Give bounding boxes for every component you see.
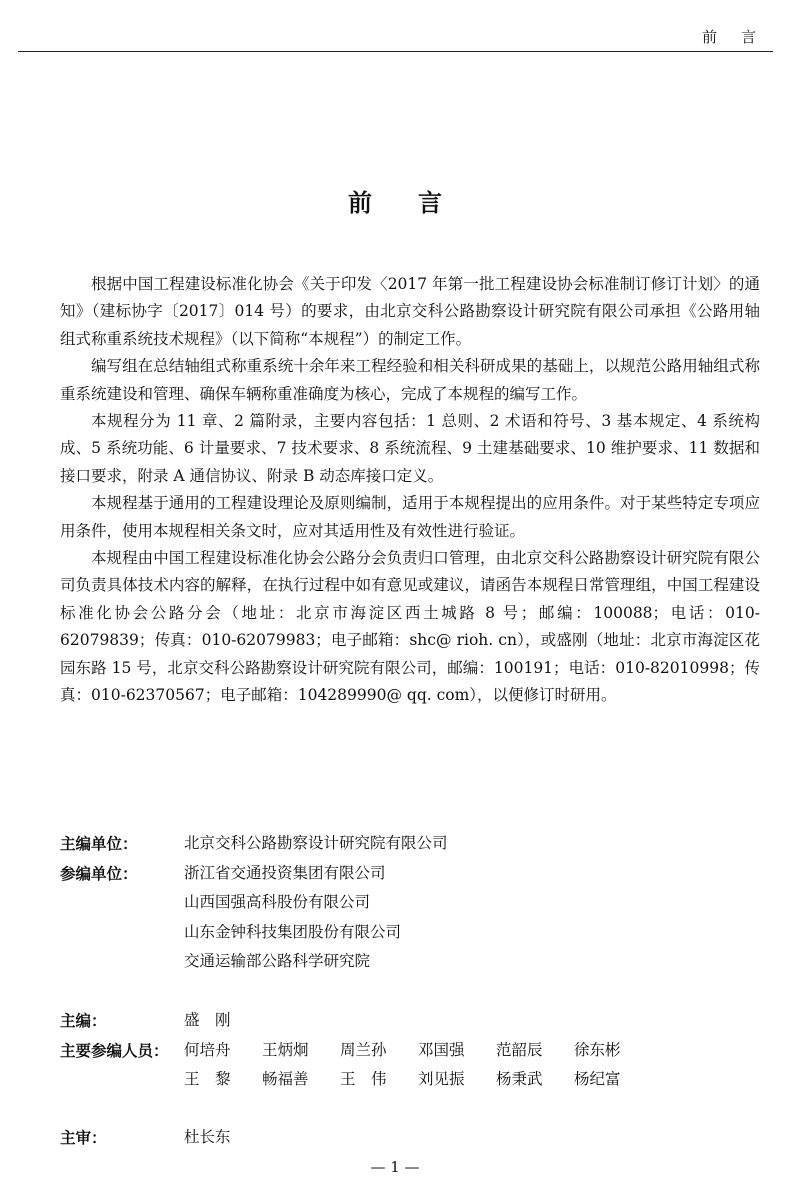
participant-name: 刘见振 bbox=[418, 1070, 465, 1088]
participant-name: 王 黎 bbox=[184, 1070, 231, 1088]
participant-name: 周兰孙 bbox=[340, 1040, 387, 1059]
reviewer-value: 杜长东 bbox=[184, 1128, 231, 1146]
participants-label: 主要参编人员： bbox=[60, 1040, 169, 1060]
chief-editor-row bbox=[60, 1006, 760, 1036]
paragraph-1: 根据中国工程建设标准化协会《关于印发〈2017 年第一批工程建设协会标准制订修订计划〉的通知》（建标协字〔2017〕014 号）的要求，由北京交科公路勘察设计研究院有限公司承担《公路用轴组式称重系统技术规程》（以下简称“本规程”）的制定工作。 bbox=[60, 275, 760, 348]
participant-name: 范韶辰 bbox=[496, 1040, 543, 1059]
running-header: 前言 bbox=[701, 28, 780, 46]
editors-block bbox=[60, 1006, 760, 1095]
participating-unit: 交通运输部公路科学研究院 bbox=[184, 952, 371, 970]
participant-name: 徐东彬 bbox=[574, 1040, 621, 1059]
participating-units-label: 参编单位： bbox=[60, 863, 138, 883]
participants-row bbox=[60, 1036, 760, 1095]
participating-units-list bbox=[184, 859, 760, 977]
header-rule bbox=[18, 51, 773, 52]
participating-unit: 山西国强高科股份有限公司 bbox=[184, 893, 371, 911]
page-title: 前言 bbox=[348, 188, 488, 217]
participant-name: 王 伟 bbox=[340, 1070, 387, 1088]
reviewer-label: 主审： bbox=[60, 1128, 107, 1147]
paragraph-4: 本规程基于通用的工程建设理论及原则编制，适用于本规程提出的应用条件。对于某些特定专项应用条件，使用本规程相关条文时，应对其适用性及有效性进行验证。 bbox=[60, 494, 760, 540]
chief-unit-label: 主编单位： bbox=[60, 834, 138, 853]
paragraph-3: 本规程分为 11 章、2 篇附录，主要内容包括：1 总则、2 术语和符号、3 基本规定、4 系统构成、5 系统功能、6 计量要求、7 技术要求、8 系统流程、9 土建基础要求、10 维护要求、11 数据和接口要求，附录 A 通信协议、附录 B 动态库接口定义。 bbox=[60, 412, 760, 485]
participating-units-row bbox=[60, 859, 760, 977]
participant-name: 杨秉武 bbox=[496, 1070, 543, 1088]
reviewer-row bbox=[60, 1123, 760, 1153]
reviewer-block bbox=[60, 1123, 760, 1153]
participant-name: 王炳炯 bbox=[262, 1040, 309, 1059]
chief-editor-value: 盛 刚 bbox=[184, 1011, 231, 1029]
participants-list bbox=[184, 1036, 654, 1095]
participant-name: 畅福善 bbox=[262, 1070, 309, 1088]
foreword-body bbox=[60, 271, 760, 710]
participant-name: 杨纪富 bbox=[574, 1070, 621, 1088]
chief-unit-row bbox=[60, 829, 760, 859]
chief-unit-value: 北京交科公路勘察设计研究院有限公司 bbox=[184, 834, 448, 852]
paragraph-2: 编写组在总结轴组式称重系统十余年来工程经验和相关科研成果的基础上，以规范公路用轴组式称重系统建设和管理、确保车辆称重准确度为核心，完成了本规程的编写工作。 bbox=[60, 357, 760, 403]
paragraph-5: 本规程由中国工程建设标准化协会公路分会负责归口管理，由北京交科公路勘察设计研究院有限公司负责具体技术内容的解释，在执行过程中如有意见或建议，请函告本规程日常管理组，中国工程建设标准化协会公路分会（地址：北京市海淀区西土城路 8 号；邮编：100088；电话：010-62079839；传真：010-62079983；电子邮箱：shc@ rioh. cn），或盛刚（地址：北京市海淀区花园东路 15 号，北京交科公路勘察设计研究院有限公司，邮编：100191；电话：010-82010998；传真：010-62370567；电子邮箱：104289990@ qq. com），以便修订时研用。 bbox=[60, 549, 760, 705]
units-block bbox=[60, 829, 760, 977]
chief-editor-label: 主编： bbox=[60, 1011, 107, 1030]
participating-unit: 山东金钟科技集团股份有限公司 bbox=[184, 922, 402, 941]
participant-name: 何培舟 bbox=[184, 1040, 231, 1059]
page-number: — 1 — bbox=[370, 1158, 420, 1176]
participant-name: 邓国强 bbox=[418, 1040, 465, 1059]
participating-unit: 浙江省交通投资集团有限公司 bbox=[184, 863, 386, 882]
